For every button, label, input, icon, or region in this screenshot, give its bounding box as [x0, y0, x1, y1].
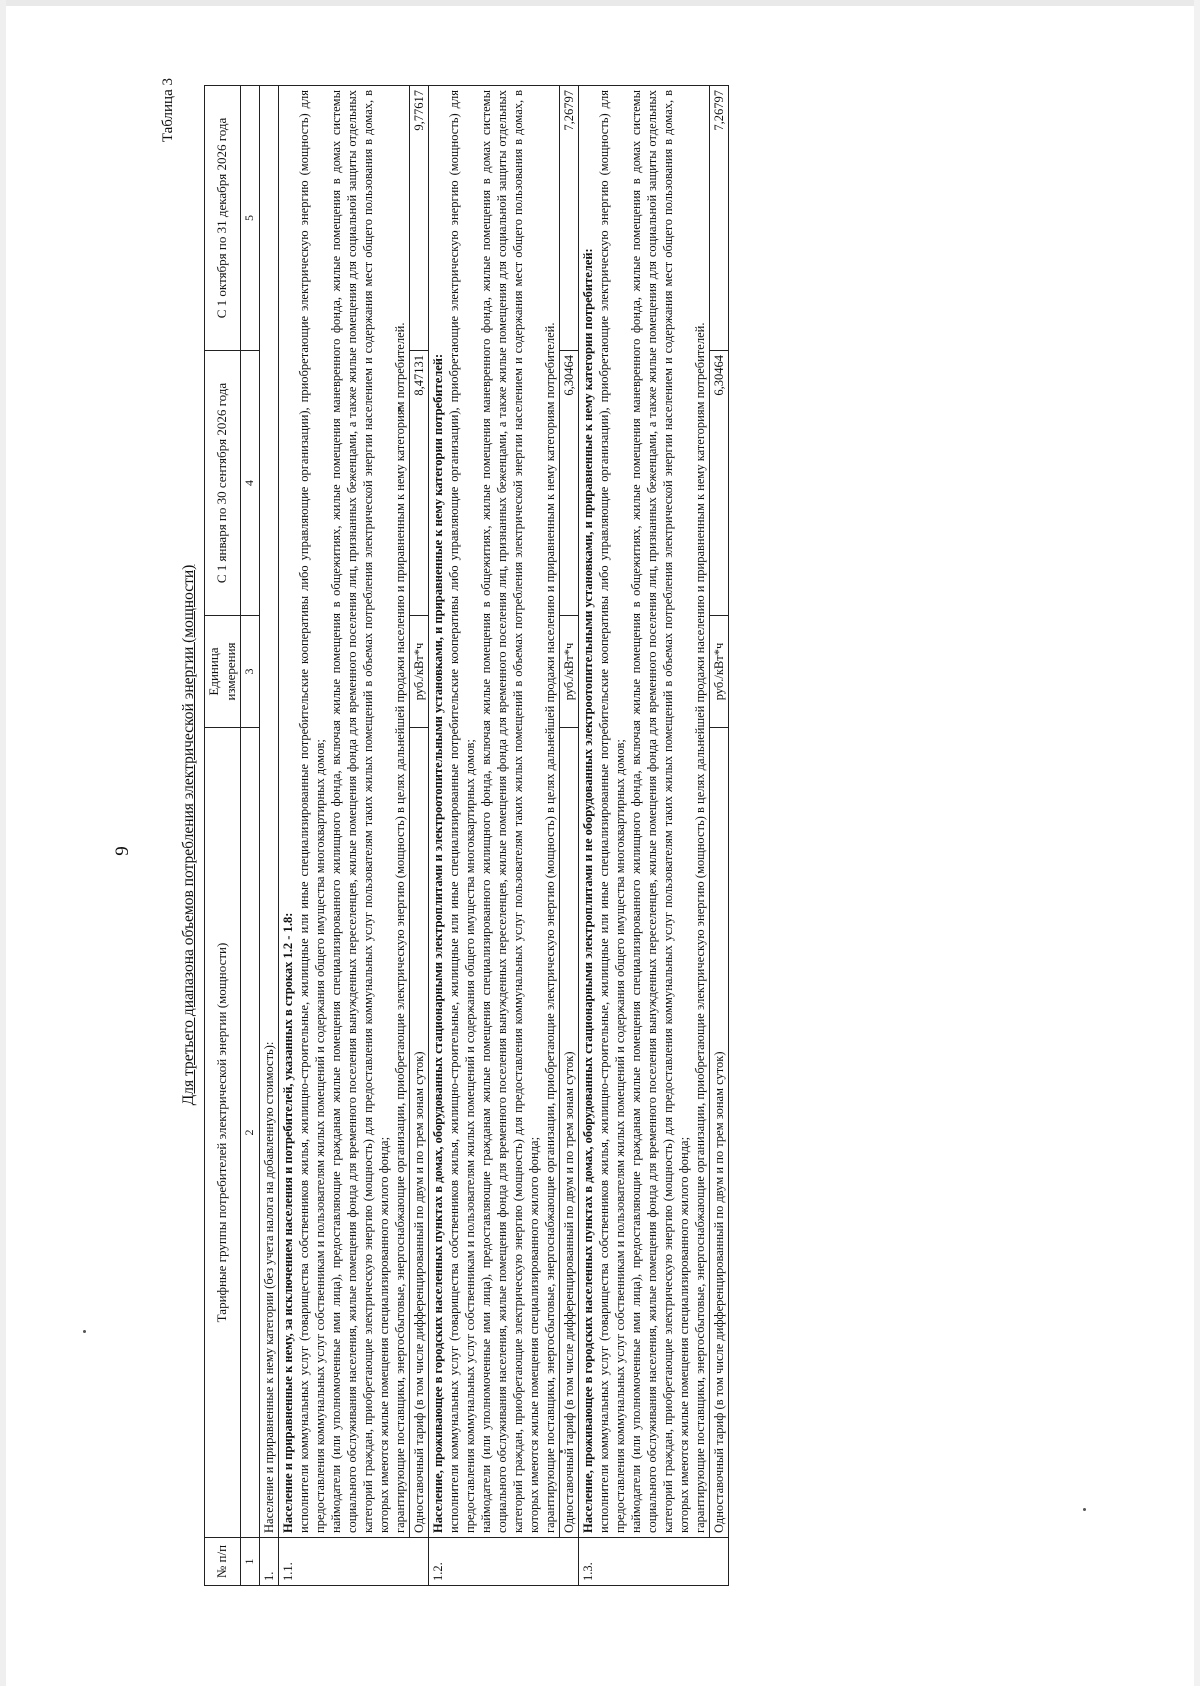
tariff-row: [559, 86, 578, 1586]
header-row: [205, 86, 241, 1586]
row-no: 1.1.: [278, 1538, 428, 1586]
group-description: [578, 86, 709, 1538]
group-paragraph: гарантирующие поставщики, энергосбытовые, энергоснабжающие организации, приобретающие электрическую энергию (мощность) в целях дальнейшей продажи населению и приравненным к нему категориям потребителей.: [692, 322, 707, 1533]
tariff-value-period1: 6,30464: [559, 351, 578, 616]
row-no: 1.2.: [428, 1538, 578, 1586]
header-period1: С 1 января по 30 сентября 2026 года: [205, 351, 241, 616]
group-row: [428, 86, 559, 1586]
group-title: Население, проживающее в городских населенных пунктах в домах, оборудованных стационарными электроплитами и электроотопительными установками, и приравненные к нему категории потребителей:: [430, 353, 445, 1533]
page-number: 9: [111, 846, 133, 856]
scan-edge-top: [0, 0, 1200, 6]
column-number: 5: [241, 86, 259, 351]
tariff-row: [709, 86, 728, 1586]
scan-edge-left: [0, 0, 6, 1686]
rotated-page-content: [158, 70, 1198, 1600]
table-label: Таблица 3: [160, 78, 176, 143]
tariff-label: Одноставочный тариф (в том числе дифференцированный по двум и по трем зонам суток): [709, 728, 728, 1538]
tariff-unit: руб./кВт*ч: [559, 616, 578, 728]
column-number: 4: [241, 351, 259, 616]
column-number-row: [241, 86, 259, 1586]
group-row: [578, 86, 709, 1586]
column-number: 3: [241, 616, 259, 728]
tariff-label: Одноставочный тариф (в том числе дифференцированный по двум и по трем зонам суток): [559, 728, 578, 1538]
tariff-unit: руб./кВт*ч: [709, 616, 728, 728]
tariff-label: Одноставочный тариф (в том числе дифференцированный по двум и по трем зонам суток): [409, 728, 428, 1538]
column-number: 1: [241, 1538, 259, 1586]
header-no: № п/п: [205, 1538, 241, 1586]
table-caption: Для третьего диапазона объемов потребления электрической энергии (мощности): [180, 564, 197, 1106]
group-title: Население и приравненные к нему, за исключением населения и потребителей, указанных в строках 1.2 - 1.8:: [280, 912, 295, 1533]
group-paragraph: гарантирующие поставщики, энергосбытовые, энергоснабжающие организации, приобретающие электрическую энергию (мощность) в целях дальнейшей продажи населению и приравненным к нему категориям потребителей.: [542, 322, 557, 1533]
tariff-unit: руб./кВт*ч: [409, 616, 428, 728]
section-row: [259, 86, 278, 1586]
header-group: Тарифные группы потребителей электрической энергии (мощности): [205, 728, 241, 1538]
group-row: [278, 86, 409, 1586]
header-period2: С 1 октября по 31 декабря 2026 года: [205, 86, 241, 351]
group-description: [278, 86, 409, 1538]
tariff-row: [409, 86, 428, 1586]
group-paragraph: наймодатели (или уполномоченные ими лица), предоставляющие гражданам жилые помещения специализированного жилищного фонда, включая жилые помещения в общежитиях, жилые помещения маневренного фонда, жилые помещения в домах системы социального обслуживания населения, жилые помещения фонда для временного поселения вынужденных переселенцев, жилые помещения фонда для временного поселения лиц, признанных беженцами, а также жилые помещения для социальной защиты отдельных категорий граждан, приобретающие электрическую энергию (мощность) для предоставления коммунальных услуг пользователям таких жилых помещений в объемах потребления электрической энергии населением и содержания мест общего пользования в домах, в которых имеются жилые помещения специализированного жилого фонда;: [628, 90, 691, 1533]
column-number: 2: [241, 728, 259, 1538]
group-title: Население, проживающее в городских населенных пунктах в домах, оборудованных стационарными электроплитами и не оборудованных электроотопительными установками, и приравненные к нему категории потребителей:: [580, 248, 595, 1533]
group-description: [428, 86, 559, 1538]
tariff-value-period2: 7,26797: [709, 86, 728, 351]
group-paragraph: наймодатели (или уполномоченные ими лица), предоставляющие гражданам жилые помещения специализированного жилищного фонда, включая жилые помещения в общежитиях, жилые помещения маневренного фонда, жилые помещения в домах системы социального обслуживания населения, жилые помещения фонда для временного поселения вынужденных переселенцев, жилые помещения фонда для временного поселения лиц, признанных беженцами, а также жилые помещения для социальной защиты отдельных категорий граждан, приобретающие электрическую энергию (мощность) для предоставления коммунальных услуг пользователям таких жилых помещений в объемах потребления электрической энергии населением и содержания мест общего пользования в домах, в которых имеются жилые помещения специализированного жилого фонда;: [328, 90, 391, 1533]
scan-speck: [83, 1330, 86, 1333]
tariff-value-period2: 9,77617: [409, 86, 428, 351]
header-unit: Единица измерения: [205, 616, 241, 728]
row-no: 1.3.: [578, 1538, 728, 1586]
group-paragraph: наймодатели (или уполномоченные ими лица), предоставляющие гражданам жилые помещения специализированного жилищного фонда, включая жилые помещения в общежитиях, жилые помещения маневренного фонда, жилые помещения в домах системы социального обслуживания населения, жилые помещения фонда для временного поселения вынужденных переселенцев, жилые помещения фонда для временного поселения лиц, признанных беженцами, а также жилые помещения для социальной защиты отдельных категорий граждан, приобретающие электрическую энергию (мощность) для предоставления коммунальных услуг пользователям таких жилых помещений в объемах потребления электрической энергии населением и содержания мест общего пользования в домах, в которых имеются жилые помещения специализированного жилого фонда;: [478, 90, 541, 1533]
tariff-value-period1: 6,30464: [709, 351, 728, 616]
tariff-value-period1: 8,47131: [409, 351, 428, 616]
tariff-value-period2: 7,26797: [559, 86, 578, 351]
section-no: 1.: [259, 1538, 278, 1586]
group-paragraph: исполнители коммунальных услуг (товарищества собственников жилья, жилищно-строительные, жилищные или иные специализированные потребительские кооперативы либо управляющие организации), приобретающие электрическую энергию (мощность) для предоставления коммунальных услуг собственникам и пользователям жилых помещений и содержания общего имущества многоквартирных домов;: [446, 90, 477, 1533]
section-label: Население и приравненные к нему категории (без учета налога на добавленную стоимость):: [259, 86, 278, 1538]
tariff-table: [204, 85, 729, 1586]
group-paragraph: гарантирующие поставщики, энергосбытовые, энергоснабжающие организации, приобретающие электрическую энергию (мощность) в целях дальнейшей продажи населению и приравненным к нему категориям потребителей.: [392, 322, 407, 1533]
group-paragraph: исполнители коммунальных услуг (товарищества собственников жилья, жилищно-строительные, жилищные или иные специализированные потребительские кооперативы либо управляющие организации), приобретающие электрическую энергию (мощность) для предоставления коммунальных услуг собственникам и пользователям жилых помещений и содержания общего имущества многоквартирных домов;: [596, 90, 627, 1533]
group-paragraph: исполнители коммунальных услуг (товарищества собственников жилья, жилищно-строительные, жилищные или иные специализированные потребительские кооперативы либо управляющие организации), приобретающие электрическую энергию (мощность) для предоставления коммунальных услуг собственникам и пользователям жилых помещений и содержания общего имущества многоквартирных домов;: [296, 90, 327, 1533]
